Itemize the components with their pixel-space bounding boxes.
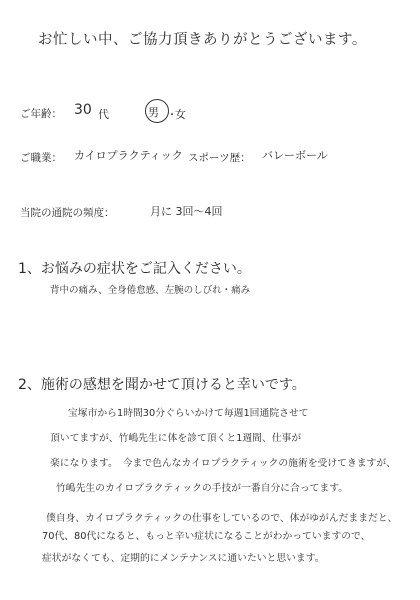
thanks-header: お忙しい中、ご協力頂きありがとうございます。: [38, 32, 367, 48]
occupation-label: ご職業：: [20, 152, 62, 164]
question-2-answer-line: 竹嶋先生のカイロプラクティックの手技が一番自分に合ってます。: [56, 483, 349, 494]
question-2-answer-line: 僕自身、カイロプラクティックの仕事をしているので、体がゆがんだままだと、: [46, 513, 398, 524]
occupation-value: カイロプラクティック: [74, 149, 183, 162]
visit-frequency-value: 月に 3回〜4回: [150, 205, 223, 218]
question-1-answer: 背中の痛み、全身倦怠感、左腕のしびれ・痛み: [50, 285, 251, 296]
question-2-answer-line: 症状がなくても、定期的にメンテナンスに通いたいと思います。: [42, 553, 325, 564]
visit-frequency-label: 当院の通院の頻度：: [20, 207, 115, 219]
question-1-title: 1、お悩みの症状をご記入ください。: [18, 261, 251, 277]
question-2-answer-line: 70代、80代になると、もっと辛い症状になることがわかっていますので、: [42, 531, 371, 542]
question-2-answer-line: 楽になります。 今まで色んなカイロプラクティックの施術を受けてきますが、: [50, 458, 396, 469]
sports-history-value: バレーボール: [262, 149, 328, 162]
question-2-answer-line: 頂いてますが、竹嶋先生に体を診て頂くと1週間、仕事が: [50, 433, 302, 444]
gender-female-option: 女: [175, 108, 186, 121]
age-unit: 代: [98, 108, 109, 121]
sports-history-label: スポーツ歴：: [188, 152, 251, 164]
gender-separator: ・: [167, 110, 177, 121]
gender-male-option: 男: [148, 106, 159, 119]
age-value: 30: [74, 102, 92, 118]
age-label: ご年齢：: [20, 108, 62, 120]
question-2-title: 2、施術の感想を聞かせて頂けると幸いです。: [18, 377, 306, 393]
question-2-answer-line: 宝塚市から1時間30分ぐらいかけて毎週1回通院させて: [68, 408, 309, 419]
